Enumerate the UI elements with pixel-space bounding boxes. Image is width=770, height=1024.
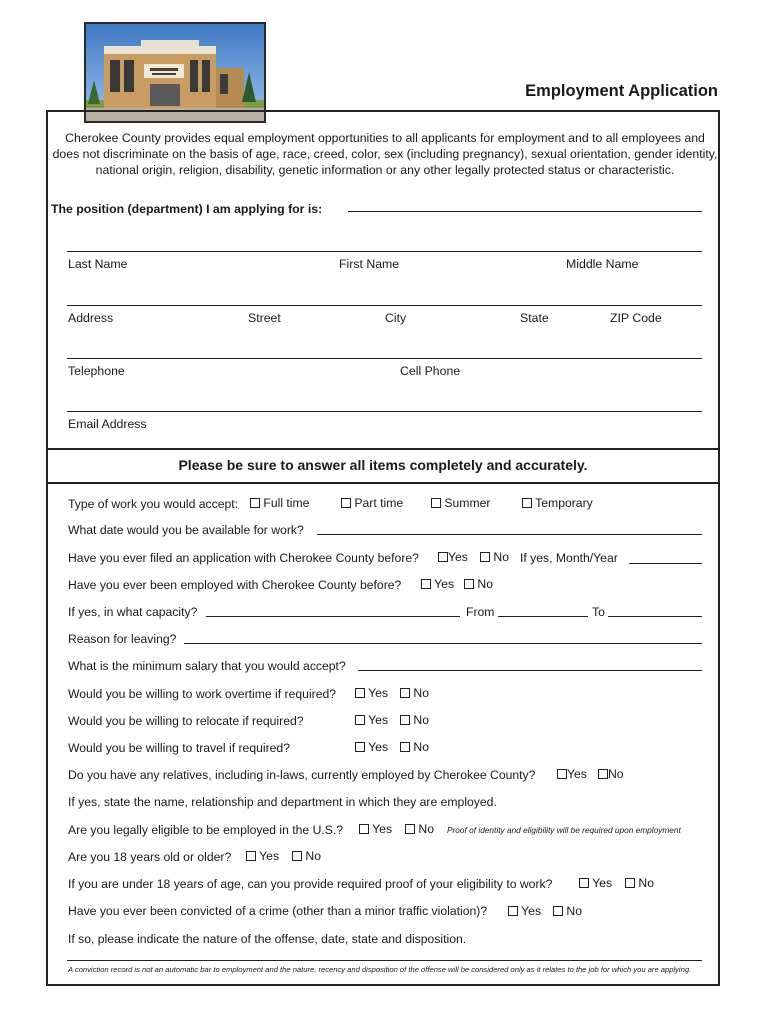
- page-title: Employment Application: [525, 82, 718, 100]
- last-name-label: Last Name: [68, 257, 128, 271]
- middle-name-label: Middle Name: [566, 257, 639, 271]
- checkbox-icon[interactable]: [464, 579, 474, 589]
- position-label: The position (department) I am applying for is:: [51, 202, 323, 216]
- work-type-part-time[interactable]: Part time: [341, 496, 403, 510]
- overtime-label: Would you be willing to work overtime if required?: [68, 687, 337, 701]
- filed-before-no[interactable]: No: [480, 550, 509, 564]
- address-input-line[interactable]: [67, 305, 702, 306]
- email-label: Email Address: [68, 417, 147, 431]
- overtime-no[interactable]: No: [400, 686, 429, 700]
- under18-no[interactable]: No: [625, 876, 654, 890]
- age18-no[interactable]: No: [292, 849, 321, 863]
- reason-leaving-input[interactable]: [184, 643, 702, 644]
- eeo-statement: Cherokee County provides equal employment opportunities to all applicants for employment and to all employees and does not discriminate on the basis of age, race, creed, color, sex (including pregnancy), sexual orientation, gender identity, national origin, religion, disability, genetic information or any other legally protected status or characteristic.: [52, 131, 718, 177]
- to-input[interactable]: [608, 616, 702, 617]
- cell-phone-label: Cell Phone: [400, 364, 461, 378]
- checkbox-icon[interactable]: [341, 498, 351, 508]
- reason-leaving-label: Reason for leaving?: [68, 632, 177, 646]
- instructions-text: Please be sure to answer all items completely and accurately.: [178, 457, 588, 473]
- checkbox-icon[interactable]: [553, 906, 563, 916]
- eligible-yes[interactable]: Yes: [359, 822, 392, 836]
- phone-input-line[interactable]: [67, 358, 702, 359]
- address-label: Address: [68, 311, 114, 325]
- under18-yes[interactable]: Yes: [579, 876, 612, 890]
- relatives-detail-label: If yes, state the name, relationship and department in which they are employed.: [68, 795, 497, 809]
- work-type-temporary[interactable]: Temporary: [522, 496, 593, 510]
- telephone-label: Telephone: [68, 364, 125, 378]
- age18-label: Are you 18 years old or older?: [68, 850, 232, 864]
- county-building-photo: [84, 22, 266, 123]
- eligible-no[interactable]: No: [405, 822, 434, 836]
- checkbox-icon[interactable]: [400, 715, 410, 725]
- filed-month-year-input[interactable]: [629, 563, 702, 564]
- relocate-no[interactable]: No: [400, 713, 429, 727]
- checkbox-icon[interactable]: [579, 878, 589, 888]
- under18-label: If you are under 18 years of age, can you provide required proof of your eligibility to work?: [68, 877, 553, 891]
- relocate-yes[interactable]: Yes: [355, 713, 388, 727]
- convicted-no[interactable]: No: [553, 904, 582, 918]
- travel-yes[interactable]: Yes: [355, 740, 388, 754]
- zip-label: ZIP Code: [610, 311, 662, 325]
- employed-before-label: Have you ever been employed with Cherokee County before?: [68, 578, 402, 592]
- checkbox-icon[interactable]: [355, 688, 365, 698]
- checkbox-icon[interactable]: [400, 742, 410, 752]
- relatives-label: Do you have any relatives, including in-laws, currently employed by Cherokee County?: [68, 768, 536, 782]
- city-label: City: [385, 311, 407, 325]
- checkbox-icon[interactable]: [246, 851, 256, 861]
- offense-detail-input[interactable]: [67, 960, 702, 961]
- checkbox-icon[interactable]: [355, 715, 365, 725]
- from-input[interactable]: [498, 616, 588, 617]
- building-image: [86, 24, 264, 121]
- checkbox-icon[interactable]: [250, 498, 260, 508]
- to-label: To: [592, 605, 605, 619]
- employed-before-no[interactable]: No: [464, 577, 493, 591]
- convicted-label: Have you ever been convicted of a crime (other than a minor traffic violation)?: [68, 904, 488, 918]
- checkbox-icon[interactable]: [359, 824, 369, 834]
- checkbox-icon[interactable]: [480, 552, 490, 562]
- age18-yes[interactable]: Yes: [246, 849, 279, 863]
- travel-label: Would you be willing to travel if required?: [68, 741, 290, 755]
- relatives-yes[interactable]: Yes: [557, 767, 587, 781]
- min-salary-input[interactable]: [358, 670, 702, 671]
- travel-no[interactable]: No: [400, 740, 429, 754]
- checkbox-icon[interactable]: [292, 851, 302, 861]
- checkbox-icon[interactable]: [508, 906, 518, 916]
- filed-before-yes[interactable]: Yes: [438, 550, 468, 564]
- conviction-disclaimer: A conviction record is not an automatic bar to employment and the nature, recency and disposition of the offense will be considered only as it relates to the job for which you are applying.: [68, 965, 692, 974]
- eligible-label: Are you legally eligible to be employed in the U.S.?: [68, 823, 344, 837]
- checkbox-icon[interactable]: [522, 498, 532, 508]
- checkbox-icon[interactable]: [431, 498, 441, 508]
- capacity-input[interactable]: [206, 616, 460, 617]
- checkbox-icon[interactable]: [598, 769, 608, 779]
- work-type-full-time[interactable]: Full time: [250, 496, 309, 510]
- street-label: Street: [248, 311, 281, 325]
- from-label: From: [466, 605, 495, 619]
- work-type-summer[interactable]: Summer: [431, 496, 490, 510]
- available-date-input[interactable]: [317, 534, 702, 535]
- min-salary-label: What is the minimum salary that you would accept?: [68, 659, 346, 673]
- employed-before-yes[interactable]: Yes: [421, 577, 454, 591]
- offense-detail-label: If so, please indicate the nature of the offense, date, state and disposition.: [68, 932, 467, 946]
- capacity-label: If yes, in what capacity?: [68, 605, 198, 619]
- work-type-label: Type of work you would accept:: [68, 497, 239, 511]
- overtime-yes[interactable]: Yes: [355, 686, 388, 700]
- available-date-label: What date would you be available for work?: [68, 523, 304, 537]
- checkbox-icon[interactable]: [438, 552, 448, 562]
- position-input[interactable]: [348, 211, 702, 212]
- state-label: State: [520, 311, 549, 325]
- filed-before-label: Have you ever filed an application with Cherokee County before?: [68, 551, 419, 565]
- relocate-label: Would you be willing to relocate if required?: [68, 714, 304, 728]
- checkbox-icon[interactable]: [625, 878, 635, 888]
- filed-month-year-label: If yes, Month/Year: [520, 551, 618, 565]
- eligibility-proof-note: Proof of identity and eligibility will be required upon employment: [447, 825, 681, 835]
- checkbox-icon[interactable]: [400, 688, 410, 698]
- email-input-line[interactable]: [67, 411, 702, 412]
- name-input-line[interactable]: [67, 251, 702, 252]
- first-name-label: First Name: [339, 257, 400, 271]
- checkbox-icon[interactable]: [355, 742, 365, 752]
- convicted-yes[interactable]: Yes: [508, 904, 541, 918]
- checkbox-icon[interactable]: [421, 579, 431, 589]
- checkbox-icon[interactable]: [405, 824, 415, 834]
- relatives-no[interactable]: No: [598, 767, 624, 781]
- checkbox-icon[interactable]: [557, 769, 567, 779]
